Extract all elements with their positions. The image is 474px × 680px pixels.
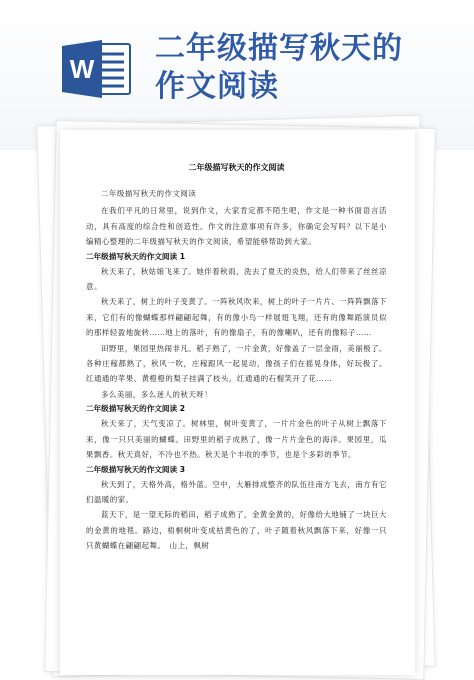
section-heading: 二年级描写秋天的作文阅读 3 bbox=[86, 464, 186, 474]
banner-title bbox=[155, 30, 465, 106]
word-logo-letter: W bbox=[69, 54, 95, 84]
document-page bbox=[60, 130, 415, 675]
body-paragraph: 田野里，果园里热闹非凡。稻子熟了，一片金黄，好像盖了一层金雨，美丽极了。各种庄稼都熟了，秋风一吹，庄稼跟风一起晃动，像孩子们在摇晃身体，好玩极了。红通通的苹果、黄橙橙的梨子挂满了枝头，红通通的石榴笑开了花…… bbox=[86, 343, 387, 384]
section-heading: 二年级描写秋天的作文阅读 1 bbox=[86, 251, 186, 261]
body-paragraph: 秋天到了，天格外高，格外蓝。空中，大雁排成整齐的队伍往南方飞去，南方有它们温暖的家。 bbox=[86, 479, 387, 504]
document-title: 二年级描写秋天的作文阅读 bbox=[188, 163, 285, 172]
body-paragraph: 多么美丽，多么迷人的秋天呀！ bbox=[101, 389, 213, 399]
word-icon bbox=[62, 40, 132, 98]
body-paragraph: 秋天来了，天气变凉了。树林里，树叶变黄了，一片片金色的叶子从树上飘落下来，像一只只美丽的蝴蝶。田野里的稻子成熟了，像一片片金色的海洋。果园里，瓜果飘香。秋天真好，不冷也不热。秋天是个丰收的季节，也是个多彩的季节。 bbox=[86, 419, 387, 460]
banner-title-line-1: 二年级描写秋天的 bbox=[155, 31, 403, 66]
document-subtitle: 二年级描写秋天的作文阅读 bbox=[101, 189, 197, 198]
section-heading: 二年级描写秋天的作文阅读 2 bbox=[86, 404, 186, 414]
banner-title-line-2: 作文阅读 bbox=[155, 69, 279, 104]
body-paragraph: 秋天来了，秋姑娘飞来了。她伴着秋雨，洗去了夏天的炎热，给人们带来了丝丝凉意。 bbox=[86, 266, 387, 292]
body-paragraph: 蓝天下，是一望无际的稻田，稻子成熟了，金黄金黄的，好像给大地铺了一块巨大的金黄的地毯。路边，梧桐树叶变成枯黄色的了，叶子随着秋风飘落下来，好像一只只黄蝴蝶在翩翩起舞。 山上，枫树 bbox=[86, 510, 387, 551]
body-paragraph: 秋天来了，树上的叶子变黄了。一阵秋风吹来，树上的叶子一片片、一阵阵飘落下来，它们有的像蝴蝶那样翩翩起舞，有的像小鸟一样展翅飞翔，还有的像舞蹈演员似的那样轻盈地旋转……地上的落叶，有的像扇子，有的像喇叭，还有的像粽子…… bbox=[86, 297, 387, 338]
intro-paragraph: 在我们平凡的日常里，说到作文，大家肯定都不陌生吧，作文是一种书面语言活动，具有高度的综合性和创造性。作文的注意事项有许多，你确定会写吗？以下是小编精心整理的二年级描写秋天的作文阅读，希望能够帮助到大家。 bbox=[86, 206, 387, 247]
